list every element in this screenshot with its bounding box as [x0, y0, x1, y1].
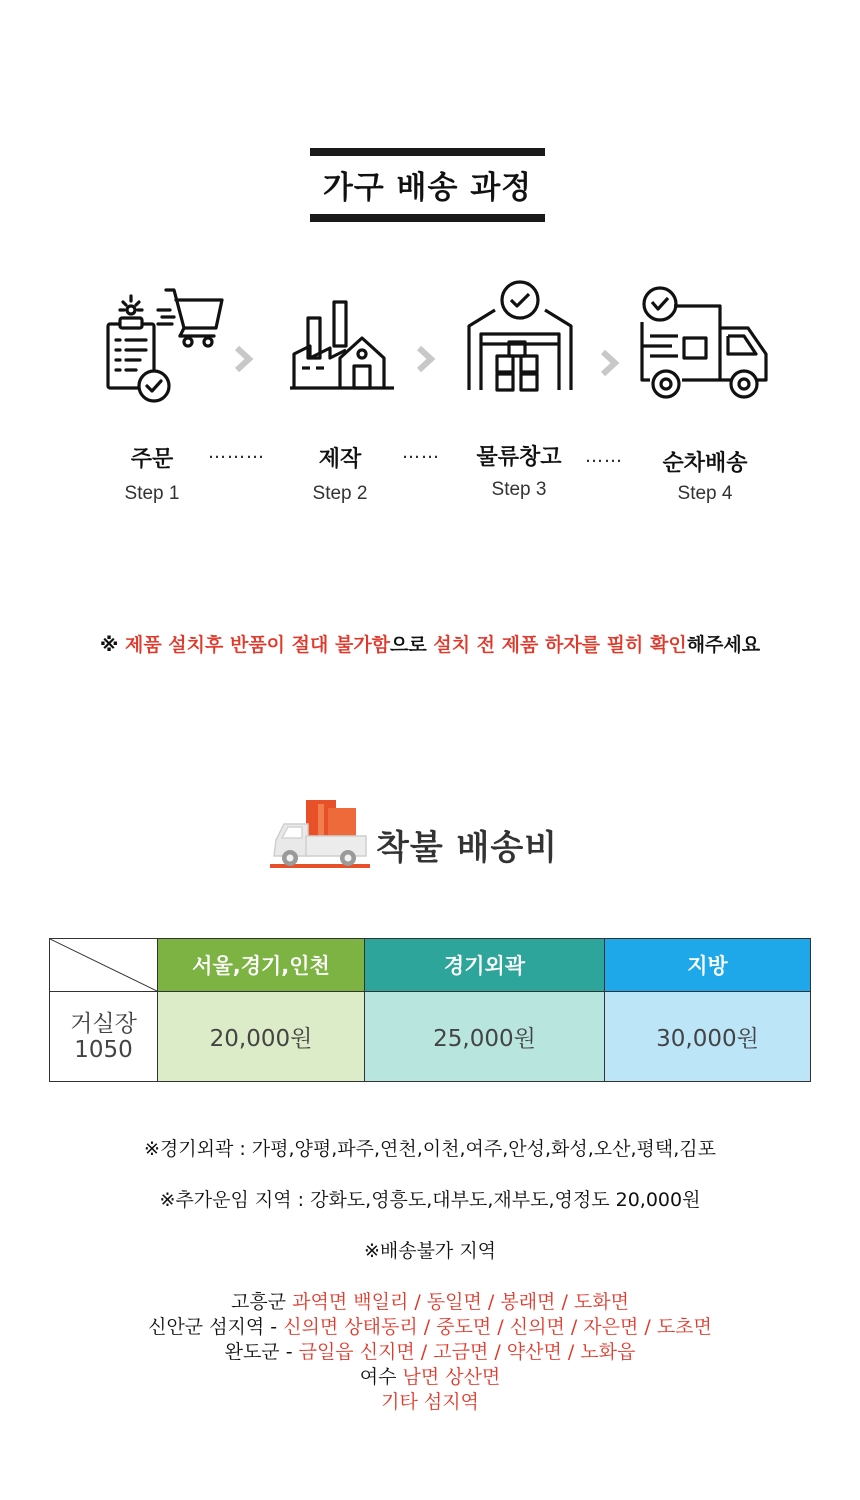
info-extra-charge-areas: ※추가운임 지역 : 강화도,영흥도,대부도,재부도,영정도 20,000원: [159, 1189, 701, 1211]
step-2-sub: Step 2: [312, 483, 368, 504]
area-detail: 신의면 상태동리 / 중도면 / 신의면 / 자은면 / 도초면: [283, 1316, 712, 1338]
shipping-fee-title: 착불 배송비: [376, 828, 559, 868]
section-title-box: [310, 148, 545, 222]
title-bottom-bar: [310, 214, 545, 222]
notice-text-4: 해주세요: [686, 634, 761, 656]
fee-gyeonggi-outskirts: 25,000원: [364, 991, 605, 1082]
step-separator: ………: [208, 442, 265, 463]
order-checklist-cart-icon: [100, 282, 230, 407]
step-1-name: 주문: [130, 447, 174, 472]
area-label: 고흥군: [231, 1291, 293, 1313]
title-top-bar: [310, 148, 545, 156]
no-delivery-area: [0, 1312, 860, 1339]
notice-text-2: 으로: [390, 634, 434, 656]
factory-icon: [290, 296, 400, 396]
area-detail: 금일읍 신지면 / 고금면 / 약산면 / 노화읍: [298, 1341, 636, 1363]
header-gyeonggi-outskirts: 경기외곽: [364, 938, 605, 992]
no-delivery-area: [0, 1337, 860, 1364]
step-separator: ……: [585, 446, 623, 467]
area-detail: 과역면 백일리 / 동일면 / 봉래면 / 도화면: [292, 1291, 629, 1313]
chevron-right-icon: [598, 348, 622, 378]
area-label: 완도군 -: [224, 1341, 299, 1363]
area-detail: 기타 섬지역: [381, 1391, 479, 1413]
header-provinces: 지방: [604, 938, 811, 992]
no-delivery-area: [0, 1362, 860, 1389]
notice-prefix: ※: [99, 634, 125, 656]
return-warning-notice: [0, 630, 860, 657]
area-detail: 남면 상산면: [402, 1366, 501, 1388]
step-3-sub: Step 3: [491, 479, 547, 500]
fee-seoul-gyeonggi-incheon: 20,000원: [157, 991, 365, 1082]
chevron-right-icon: [232, 344, 256, 374]
row-label-size: 1050: [74, 1036, 133, 1063]
step-separator: ……: [402, 442, 440, 463]
no-delivery-area: [0, 1387, 860, 1414]
shipping-fee-table: [49, 938, 811, 1082]
shipping-fee-header: [268, 796, 588, 876]
info-gyeonggi-outskirts: ※경기외곽 : 가평,양평,파주,연천,이천,여주,안성,화성,오산,평택,김포: [143, 1138, 716, 1160]
row-label-living-cabinet: [49, 991, 158, 1082]
cargo-truck-icon: [268, 796, 378, 872]
fee-provinces: 30,000원: [604, 991, 811, 1082]
warehouse-icon: [465, 278, 575, 396]
step-4-sub: Step 4: [677, 483, 733, 504]
delivery-truck-icon: [638, 284, 773, 404]
page-title: 가구 배송 과정: [322, 170, 533, 206]
step-2-name: 제작: [318, 447, 362, 472]
no-delivery-area: [0, 1287, 860, 1314]
row-label-name: 거실장: [70, 1010, 137, 1037]
notice-red-3: 설치 전 제품 하자를 필히 확인: [433, 634, 687, 656]
area-label: 여수: [359, 1366, 403, 1388]
info-no-delivery-heading: ※배송불가 지역: [363, 1240, 497, 1262]
step-4-name: 순차배송: [662, 451, 748, 476]
chevron-right-icon: [414, 344, 438, 374]
step-3-name: 물류창고: [476, 445, 562, 470]
notice-red-1: 제품 설치후 반품이 절대 불가함: [124, 634, 391, 656]
area-label: 신안군 섬지역 -: [148, 1316, 284, 1338]
diagonal-divider: [50, 939, 157, 991]
table-corner-cell: [49, 938, 158, 992]
step-1-sub: Step 1: [124, 483, 180, 504]
header-seoul-gyeonggi-incheon: 서울,경기,인천: [157, 938, 365, 992]
